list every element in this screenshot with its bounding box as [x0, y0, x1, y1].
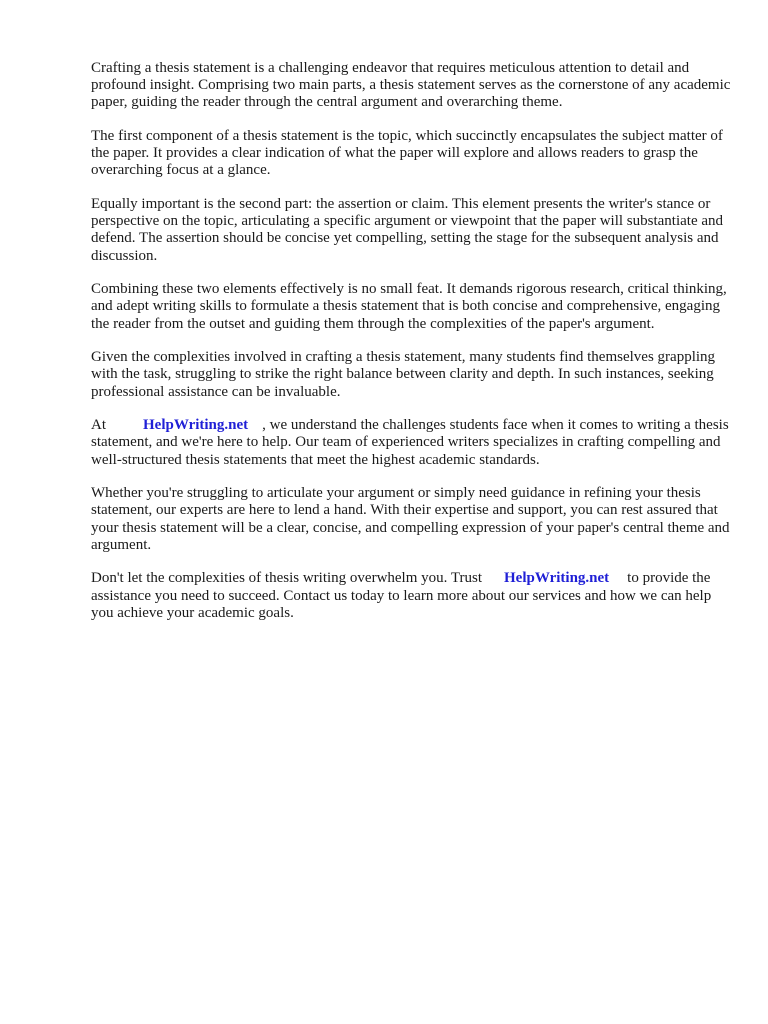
document-body [91, 60, 731, 638]
paragraph-experts: Whether you're struggling to articulate your argument or simply need guidance in refining your thesis statement, our experts are here to lend a hand. With their expertise and support, you can rest assured that your thesis statement will be a clear, concise, and compelling expression of your paper's central theme and argument. [91, 485, 730, 553]
paragraph-topic: The first component of a thesis statement is the topic, which succinctly encapsulates the subject matter of the paper. It provides a clear indication of what the paper will explore and allows readers to grasp the overarching focus at a glance. [91, 128, 723, 179]
paragraph-closing-lead: Don't let the complexities of thesis writing overwhelm you. Trust [91, 570, 483, 587]
paragraph-closing-rest: to provide the assistance you need to succeed. Contact us today to learn more about our services and how we can help you achieve your academic goals. [91, 570, 712, 621]
paragraph-complexities: Given the complexities involved in crafting a thesis statement, many students find themselves grappling with the task, struggling to strike the right balance between clarity and depth. In such instances, seeking professional assistance can be invaluable. [91, 349, 716, 400]
paragraph-assertion: Equally important is the second part: the assertion or claim. This element presents the writer's stance or perspective on the topic, articulating a specific argument or viewpoint that the paper will substantiate and defend. The assertion should be concise yet compelling, setting the stage for the subsequent analysis and discussion. [91, 196, 724, 264]
paragraph-intro: Crafting a thesis statement is a challenging endeavor that requires meticulous attention to detail and profound insight. Comprising two main parts, a thesis statement serves as the cornerstone of any academic paper, guiding the reader through the central argument and overarching theme. [91, 60, 731, 111]
paragraph-combining: Combining these two elements effectively is no small feat. It demands rigorous research, critical thinking, and adept writing skills to formulate a thesis statement that is both concise and comprehensive, engaging the reader from the outset and guiding them through the complexities of the paper's argument. [91, 281, 727, 332]
helpwriting-link[interactable]: HelpWriting.net [143, 417, 249, 434]
paragraph-service [91, 417, 731, 469]
helpwriting-link-closing[interactable]: HelpWriting.net [504, 570, 610, 587]
paragraph-service-rest: , we understand the challenges students face when it comes to writing a thesis statement, and we're here to help. Our team of experienced writers specializes in crafting compelling and well-structured thesis statements that meet the highest academic standards. [91, 417, 729, 468]
paragraph-closing [91, 570, 731, 622]
paragraph-service-lead: At [91, 417, 106, 434]
